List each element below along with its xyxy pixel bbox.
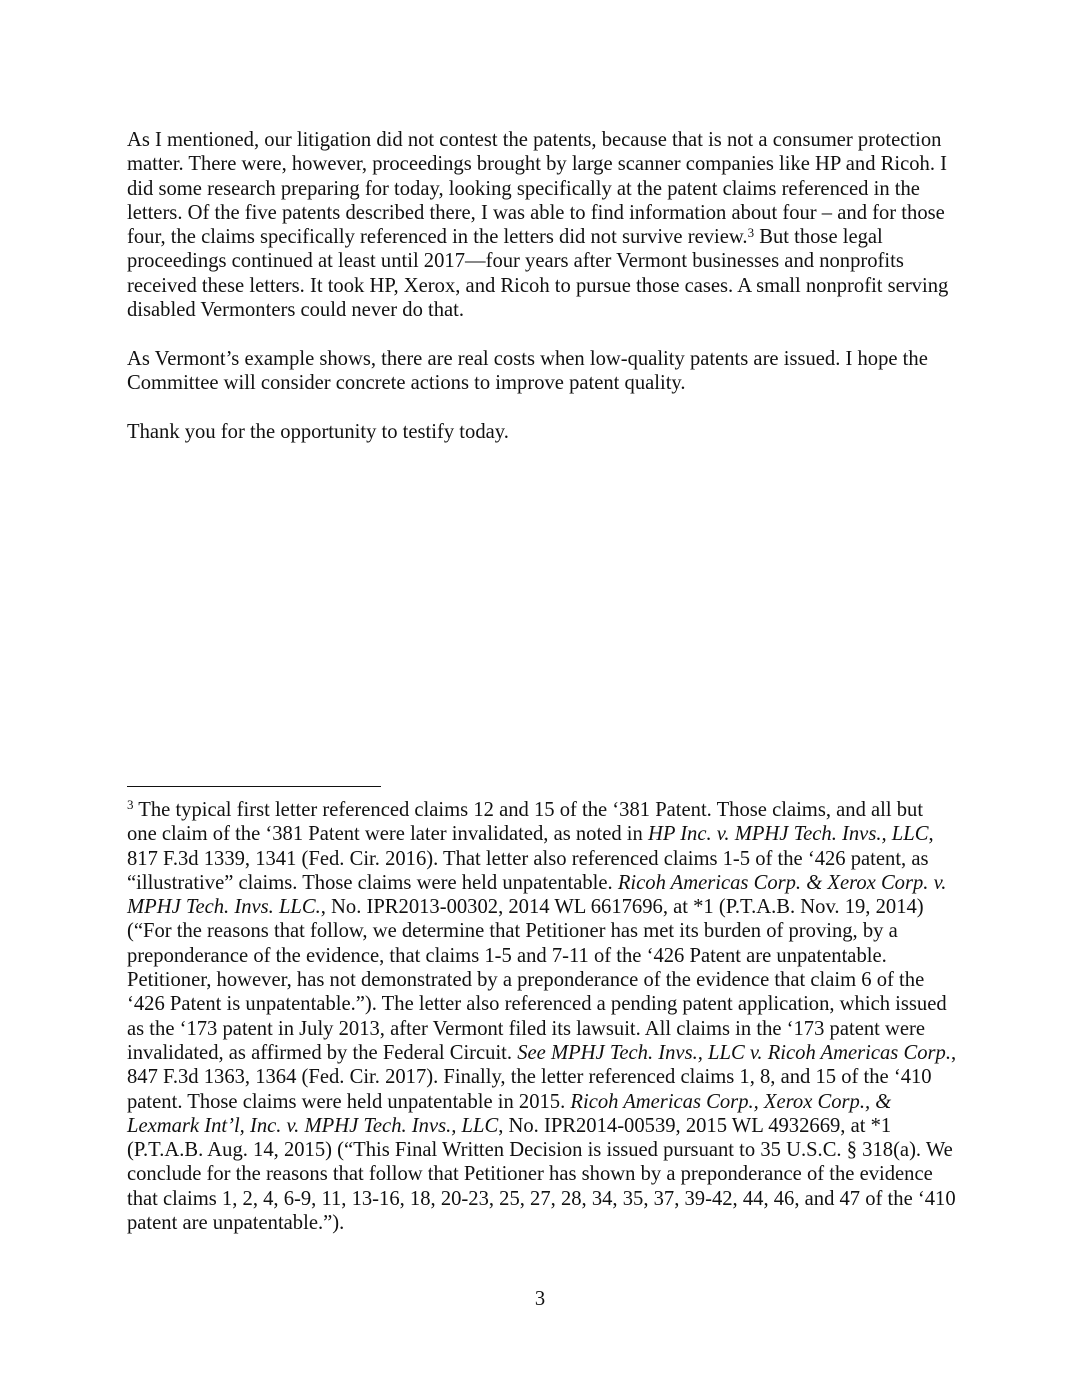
footnote-case-4: Ricoh Americas Corp., Xerox Corp., & Lexmark Int’l, Inc. v. MPHJ Tech. Invs., LLC [127,1090,892,1137]
footnote-text-5: , No. IPR2014-00539, 2015 WL 4932669, at *1 (P.T.A.B. Aug. 14, 2015) (“This Final Written Decision is issued pursuant to 35 U.S.C. § 318(a). We conclude for the reasons that follow that Petitioner has shown by a preponderance of the evidence that claims 1, 2, 4, 6-9, 11, 13-16, 18, 20-23, 25, 27, 28, 34, 35, 37, 39-42, 44, 46, and 47 of the ‘410 patent are unpatentable.”). [127,1114,956,1235]
paragraph-vermont-example: As Vermont’s example shows, there are real costs when low-quality patents are issued. I hope the Committee will consider concrete actions to improve patent quality. [127,347,928,394]
page-number: 3 [534,1288,546,1310]
paragraph-litigation-text-b: But those legal proceedings continued at least until 2017—four years after Vermont businesses and nonprofits received these letters. It took HP, Xerox, and Ricoh to pursue those cases. A small nonprofit serving disabled Vermonters could never do that. [127,226,949,322]
footnote-number: 3 [127,797,134,812]
footnote-case-3: See MPHJ Tech. Invs., LLC v. Ricoh Americas Corp. [517,1041,951,1064]
footnote-text-4: , 847 F.3d 1363, 1364 (Fed. Cir. 2017). Finally, the letter referenced claims 1, 8, and 15 of the ‘410 patent. Those claims were held unpatentable in 2015. [127,1041,957,1113]
paragraph-litigation [127,128,957,322]
footnote-case-1: HP Inc. v. MPHJ Tech. Invs., LLC [647,823,929,846]
footnote-text-2: , 817 F.3d 1339, 1341 (Fed. Cir. 2016). That letter also referenced claims 1-5 of the ‘426 patent, as “illustrative” claims. Those claims were held unpatentable. [127,823,934,894]
body-text [127,128,957,468]
paragraph-thank-you: Thank you for the opportunity to testify today. [127,420,509,443]
footnote-case-2: Ricoh Americas Corp. & Xerox Corp. v. MPHJ Tech. Invs. LLC. [127,871,947,919]
footnote-text-1: The typical first letter referenced claims 12 and 15 of the ‘381 Patent. Those claims, and all but one claim of the ‘381 Patent were later invalidated, as noted in [127,799,924,846]
footnote [127,798,957,1235]
paragraph-litigation-text-a: As I mentioned, our litigation did not contest the patents, because that is not a consumer protection matter. There were, however, proceedings brought by large scanner companies like HP and Ricoh. I did some research preparing for today, looking specifically at the patent claims referenced in the letters. Of the five patents described there, I was able to find information about four – and for those four, the claims specifically referenced in the letters did not survive review. [127,129,947,249]
footnote-reference: 3 [747,225,755,241]
footnote-separator [127,786,381,787]
footnote-text-3: , No. IPR2013-00302, 2014 WL 6617696, at *1 (P.T.A.B. Nov. 19, 2014) (“For the reasons that follow, we determine that Petitioner has met its burden of proving, by a preponderance of the evidence, that claims 1-5 and 7-11 of the ‘426 Patent are unpatentable. Petitioner, however, has not demonstrated by a preponderance of the evidence that claim 6 of the ‘426 Patent is unpatentable.”). The letter also referenced a pending patent application, which issued as the ‘173 patent in July 2013, after Vermont filed its lawsuit. All claims in the ‘173 patent were invalidated, as affirmed by the Federal Circuit. [127,896,947,1064]
